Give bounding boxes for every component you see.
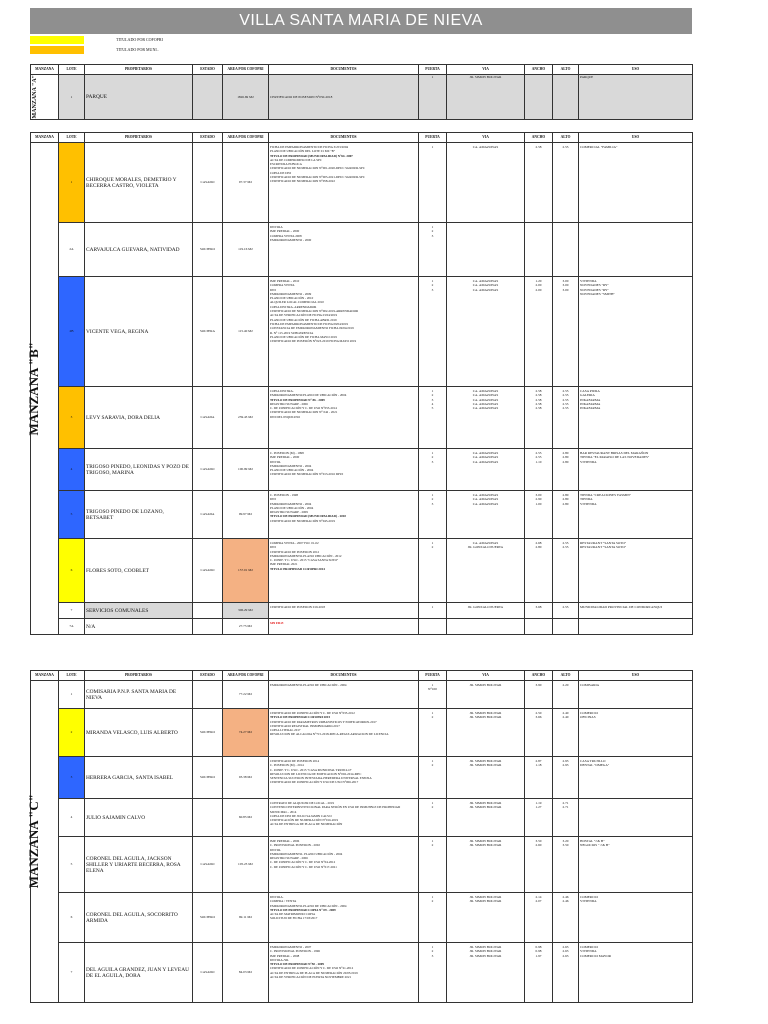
estado-cell xyxy=(193,603,223,619)
uso-cell: COMERCIAL "FAMILIA" xyxy=(579,143,693,223)
docs-cell: COMPRA VENTA - 2007 FOJ. 01-02 DNI CERTIFICADO DE POSESION 2012 EMPADRONAMIENTO-PLANO UBICACIÓN - 2012 C. ZONIF. Y C. USO - 2015 "CASA SANTA SOTO" IMP. PREDIAL 2021 TITULO PROPIEDAD COFOPRI 2014 xyxy=(269,539,419,603)
docs-cell: IMP. PREDIAL - 2010 COMPRA VENTA DNI EMPADRONAMIENTO - 2009 PLANO DE UBICACIÓN - 2010 ALQUILER LOCAL COMERCIAL 2010 COPIA DNI SRA. ARRENDADOR CERTIFICADO DE NUMERACION N°002-2019-ARRENDADOR ACTA DE VERIFICACIÓN DE FICHA 23/04/2019 PLANO DE UBICACIÓN DE FICHA ABRIL 2019 FICHA DE EMPADRONAMIENTO DE FICHA 09/04/2019 CONSTANCIA DE EMPADRONAMIENTO FICHA 09/04/2019 R. N° 115-2019 SUBGERENCIA PLANO DE UBICACIÓN DE FICHA MAYO 2019 CERTIFICADO DE POSESIÓN N°023-2019 FICHA MAYO 2019 xyxy=(269,277,419,387)
via-cell: CA. AMAZONAS CA. AMAZONAS CA. AMAZONAS CA. AMAZONAS CA. AMAZONAS xyxy=(447,387,525,449)
owner-cell: COMISARIA P.N.P. SANTA MARIA DE NIEVA xyxy=(85,681,193,709)
lote-cell: 1 xyxy=(59,75,85,120)
area-cell: 77.22 M2 xyxy=(223,681,269,709)
docs-cell: C. POSESION - 1998 DNI EMPADRONAMIENTO - 2004 PLANO DE UBICACIÓN - 2004 REGISTRO SUNARP - 2009 TITULO DE PROPIEDAD (MUNICIPALIDAD) - 2010 CERTIFICADO DE NUMERACIÓN N°045-2019 xyxy=(269,491,419,539)
area-cell: 100.99 M2 xyxy=(223,449,269,491)
lote-cell: 5 xyxy=(59,491,85,539)
column-header: PROPIETARIOS xyxy=(85,133,193,143)
via-cell: JR. GONZALO PUERTA xyxy=(447,603,525,619)
column-header: AREA POR COFOPRI xyxy=(223,671,269,681)
alto-cell: 2.20 xyxy=(553,681,579,709)
uso-cell: COMERCIO VIVIENDA COMERCIO MAYOR xyxy=(579,943,693,1003)
column-header: VIA xyxy=(447,133,525,143)
table-row xyxy=(31,143,693,223)
legend-swatch-cofopri xyxy=(30,36,84,44)
ancho-cell: 1.19 1.27 xyxy=(525,799,553,837)
ancho-cell: 2.58 2.58 2.58 2.58 2.58 xyxy=(525,387,553,449)
column-header: MANZANA xyxy=(31,133,59,143)
via-cell: JR. SIMON BOLIVAR JR. SIMON BOLIVAR xyxy=(447,799,525,837)
ancho-cell: 2.50 3.66 xyxy=(525,709,553,757)
column-header: USO xyxy=(579,65,693,75)
column-header: MANZANA xyxy=(31,671,59,681)
owner-cell: CORONEL DEL AGUILA, JACKSON SHILLER Y URIARTE BECERRA, ROSA ELENA xyxy=(85,837,193,893)
manzana-label: MANZANA "C" xyxy=(31,681,59,1003)
alto-cell: 2.80 2.80 2.80 xyxy=(553,491,579,539)
column-header: ANCHO xyxy=(525,671,553,681)
column-header: ANCHO xyxy=(525,65,553,75)
docs-cell: CERTIFICADO DE ZONIFICACIÓN Y C. DE USO N°035-2012 TITULO DE PROPIEDAD COFOPRI 2015 CERTIFICADO DE PARAMETROS URBANISTICOS Y EDIFICATORIOS-2017 CERTIFICADO REGISTRAL INMOBILIARIO-2017 COPIA LITERAL 2017 RESOLUCION DE ALCALDIA N°715-2018-MPCA-REGULARIZACION DE LICENCIA xyxy=(269,709,419,757)
uso-cell: COMISARIA xyxy=(579,681,693,709)
puerta-cell: 1 2 xyxy=(419,837,447,893)
column-header: AREA POR COFOPRI xyxy=(223,133,269,143)
uso-cell: TIENDA "CREACIONES YASMIN" TIENDA VIVIENDA xyxy=(579,491,693,539)
lote-cell: 6 xyxy=(59,539,85,603)
legend-label-cofopri: TITULADO POR COFOPRI xyxy=(116,37,163,42)
owner-cell: VICENTE VEGA, REGINA xyxy=(85,277,193,387)
estado-cell xyxy=(193,619,223,635)
column-header: PROPIETARIOS xyxy=(85,65,193,75)
area-cell: 69.11 M2 xyxy=(223,893,269,943)
lote-cell: 2 xyxy=(59,709,85,757)
table-row xyxy=(31,943,693,1003)
table-row xyxy=(31,709,693,757)
column-header: USO xyxy=(579,671,693,681)
area-cell: 115.40 M2 xyxy=(223,277,269,387)
area-cell: 93.38 M2 xyxy=(223,757,269,799)
puerta-cell: 1 xyxy=(419,75,447,120)
column-header: ALTO xyxy=(553,65,579,75)
ancho-cell: 1.20 2.00 2.00 xyxy=(525,277,553,387)
table-row xyxy=(31,223,693,277)
owner-cell: HERRERA GARCIA, SANTA ISABEL xyxy=(85,757,193,799)
header-row xyxy=(31,671,693,681)
table-row xyxy=(31,277,693,387)
column-header: PUERTA xyxy=(419,133,447,143)
alto-cell: 2.40 2.40 xyxy=(553,709,579,757)
estado-cell: CASADA xyxy=(193,491,223,539)
lote-cell: 1 xyxy=(59,681,85,709)
area-cell: 60.85 M2 xyxy=(223,799,269,837)
via-cell: CA. AMAZONAS xyxy=(447,143,525,223)
puerta-cell: 1 2 3 4 5 xyxy=(419,387,447,449)
docs-cell: COPIA DNI SRA. EMPADRONAMIENTO/PLANO DE UBICACIÓN - 2004 TITULO DE PROPIEDAD N° 86 - 2009 REGISTRO SUNARP - 2006 C. DE ZONIFICACIÓN Y C. DE USO N°053-2014 CERTIFICADO DE NUMERACION N° 042 - 2021 DNI DEL INQUILINO xyxy=(269,387,419,449)
table-manzana-c xyxy=(26,670,693,1003)
lote-cell: 3 xyxy=(59,757,85,799)
alto-cell xyxy=(553,619,579,635)
uso-cell: COMERCIO VIVIENDA xyxy=(579,893,693,943)
manzana-label: MANZANA "A" xyxy=(31,75,59,120)
column-header: MANZANA xyxy=(31,65,59,75)
docs-cell: DNI SRA IMP. PREDIAL - 2000 COMPRA VENTA 2008 EMPADRONAMIENTO - 2000 xyxy=(269,223,419,277)
alto-cell: 2.46 2.46 xyxy=(553,893,579,943)
estado-cell xyxy=(193,75,223,120)
puerta-cell: 1 2 xyxy=(419,799,447,837)
lote-cell: 2B xyxy=(59,277,85,387)
docs-cell: CERTIFICADO DE POSESION 2014 C. POSESION (M) - 2014 C. ZONIF. Y C. USO - 2015 "CASA MUNICIPAL TRUJILLO" RESOLUCION DE LICENCIA DE EDIFICACION N°002-2014-MPC SENTENCIA SUCESION INTESTADA-HEREDERA UNIVERSAL ESPOSA CERTIFICADO DE ZONIFICACIÓN Y USO DE USO N°006-2017 xyxy=(269,757,419,799)
docs-cell: CERTIFICADO DE POSESION N°050-2018 xyxy=(269,75,419,120)
puerta-cell: 1 N°100 xyxy=(419,681,447,709)
lote-cell: 3 xyxy=(59,387,85,449)
uso-cell: VIVIENDA NOVEDADES "RY" NOVEDADES "RY" NOVEDADES "SMITH" xyxy=(579,277,693,387)
column-header: PROPIETARIOS xyxy=(85,671,193,681)
owner-cell: TRIGOSO PINEDO DE LOZANO, BETSABET xyxy=(85,491,193,539)
area-cell: 74.27 M2 xyxy=(223,709,269,757)
owner-cell: DEL AGUILA GRANDEZ, JUAN Y LEVEAU DE EL AGUILA, DORA xyxy=(85,943,193,1003)
docs-cell: CERTIFICADO DE POSESION 019-2018 xyxy=(269,603,419,619)
table-row xyxy=(31,681,693,709)
docs-cell: EMPADRONAMIENTO - 2007 C. PROVISIONAL POSESION - 1996 IMP. PREDIAL - 2008 DNI SRA./SR. TITULO DE PROPIEDAD N°50 - 2009 CERTIFICADO DE ZONIFICACIÓN Y C. DE USO N°21-2012 ACTA DE ENTREGA DE PLACA DE NUMERACIÓN 20/05/2019 ACTA DE VERIFICACIÓN DE PUERTA NOVIEMBRE 2021 xyxy=(269,943,419,1003)
owner-cell: FLORES SOTO, COOBLET xyxy=(85,539,193,603)
uso-cell: CASA TRUJILLO DENTAL "OMEGA" xyxy=(579,757,693,799)
estado-cell xyxy=(193,681,223,709)
column-header: ESTADO xyxy=(193,65,223,75)
puerta-cell: 1 2 3 xyxy=(419,491,447,539)
puerta-cell: 1 2 3 xyxy=(419,223,447,277)
column-header: ANCHO xyxy=(525,133,553,143)
estado-cell: CASADO xyxy=(193,449,223,491)
estado-cell: SOLTERO xyxy=(193,757,223,799)
ancho-cell xyxy=(525,75,553,120)
lote-cell: 6 xyxy=(59,893,85,943)
alto-cell xyxy=(553,75,579,120)
alto-cell: 3.00 3.00 3.00 xyxy=(553,277,579,387)
estado-cell xyxy=(193,799,223,837)
uso-cell: COMERCIO OFICINAS xyxy=(579,709,693,757)
table-row xyxy=(31,75,693,120)
lote-cell: 5 xyxy=(59,837,85,893)
estado-cell: CASADO xyxy=(193,143,223,223)
uso-cell: MUNICIPALIDAD PROVINCIAL DE CONDORCANQUI xyxy=(579,603,693,619)
alto-cell: 2.80 2.80 2.80 xyxy=(553,449,579,491)
lote-cell: 7 xyxy=(59,943,85,1003)
column-header: ALTO xyxy=(553,671,579,681)
via-cell: JR. SIMON BOLIVAR JR. SIMON BOLIVAR xyxy=(447,709,525,757)
uso-cell: CASA PIURA GALERIA INKAFARMA INKAFARMA INKAFARMA xyxy=(579,387,693,449)
lote-cell: 7 xyxy=(59,603,85,619)
owner-cell: CHIROQUE MORALES, DEMETRIO Y BECERRA CASTRO, VIOLETA xyxy=(85,143,193,223)
column-header: DOCUMENTOS xyxy=(269,133,419,143)
area-cell: 27.75 M2 xyxy=(223,619,269,635)
alto-cell xyxy=(553,223,579,277)
docs-cell: CONTRATO DE ALQUILER DE LOCAL - 2019 CONVENIO INTERINSTITUCIONAL PARA SESIÓN EN USO DE INMUEBLE DE PROPIEDAD MUNICIPAL - 2014 COPIA DE DNI DE JULIO SAJAMIN CALVO CERTIFICACIÓN DE NUMERACIÓN N°016-2019 ACTA DE ENTREGA DE PLACA DE NUMERACIÓN xyxy=(269,799,419,837)
docs-cell: FICHA DE EMPADRONAMIENTO DE FICHA 31/03/2004 PLANO DE UBICACIÓN DEL LOTE 01 MZ "B" TITULO DE PROPIEDAD (MUNICIPALIDAD) N°64- 2007 ACTA DE COMPROMISO DE LA SPC ESCRITURA PUBLICA CERTIFICADO DE NUMERACION N°001-2020-DPUC SGRDUR-SPC COPIA DE DNI CERTIFICADO DE NUMERACION N°005-2021-DPUC SGRDUR-SPC CERTIFICADO DE NUMERACION N°058-2022 xyxy=(269,143,419,223)
owner-cell: PARQUE xyxy=(85,75,193,120)
area-cell: 99.97 M2 xyxy=(223,491,269,539)
column-header: ESTADO xyxy=(193,671,223,681)
estado-cell: CASADO xyxy=(193,539,223,603)
puerta-cell: 1 2 3 xyxy=(419,277,447,387)
owner-cell: CORONEL DEL AGUILA, SOCORRITO ARMIDA xyxy=(85,893,193,943)
column-header: AREA POR COFOPRI xyxy=(223,65,269,75)
table-row xyxy=(31,893,693,943)
via-cell xyxy=(447,619,525,635)
ancho-cell: 2.68 2.80 xyxy=(525,539,553,603)
docs-cell: EMPADRONAMIENTO-PLANO DE UBICACIÓN - 2004 xyxy=(269,681,419,709)
column-header: DOCUMENTOS xyxy=(269,671,419,681)
alto-cell: 2.93 2.93 xyxy=(553,757,579,799)
manzana-label: MANZANA "B" xyxy=(31,143,59,635)
docs-cell: DNI SRA. COMPRA / VENTA EMPADRONAMIENTO-PLANO DE UBICACIÓN - 2004 TITULO DE PROPIEDAD COPIA N° 09 - 2009 ACTA DE MATRIMONIO COPIA SOLICITUD DE FICHA 17/03/2017 xyxy=(269,893,419,943)
table-manzana-b xyxy=(26,132,693,635)
via-cell: JR. SIMON BOLIVAR JR. SIMON BOLIVAR xyxy=(447,757,525,799)
table-row xyxy=(31,837,693,893)
table-row xyxy=(31,387,693,449)
estado-cell: SOLTERO xyxy=(193,893,223,943)
column-header: VIA xyxy=(447,671,525,681)
estado-cell: SOLTERO xyxy=(193,709,223,757)
uso-cell xyxy=(579,799,693,837)
puerta-cell: 1 2 3 xyxy=(419,943,447,1003)
uso-cell xyxy=(579,223,693,277)
area-cell: 84.03 M2 xyxy=(223,943,269,1003)
uso-cell: BAR RESTAURANT BRISAS DEL MARAÑON TIENDA "EL PARAISO DE LAS NOVEDADES" VIVIENDA xyxy=(579,449,693,491)
table-row xyxy=(31,491,693,539)
alto-cell: 2.55 2.55 xyxy=(553,539,579,603)
legend-swatch-muni xyxy=(30,46,84,54)
area-cell: 97.37 M2 xyxy=(223,143,269,223)
owner-cell: SERVICIOS COMUNALES xyxy=(85,603,193,619)
puerta-cell xyxy=(419,619,447,635)
estado-cell: SOLTERA xyxy=(193,277,223,387)
area-cell: 119.16 M2 xyxy=(223,223,269,277)
lote-cell: 1 xyxy=(59,143,85,223)
alto-cell: 2.55 xyxy=(553,603,579,619)
via-cell: JR. SIMON BOLIVAR JR. SIMON BOLIVAR xyxy=(447,837,525,893)
docs-cell: C. POSESION (M) - 1998 IMP. PREDIAL - 2000 DNI SR. EMPADRONAMIENTO - 2004 PLANO DE UBICACIÓN - 2004 CERTIFICADO DE NUMERACIÓN N°013-2016 DPUI xyxy=(269,449,419,491)
puerta-cell: 1 xyxy=(419,603,447,619)
via-cell: JR. SIMON BOLIVAR JR. SIMON BOLIVAR JR. SIMON BOLIVAR xyxy=(447,943,525,1003)
ancho-cell: 0.98 0.98 1.97 xyxy=(525,943,553,1003)
column-header: PUERTA xyxy=(419,671,447,681)
column-header: VIA xyxy=(447,65,525,75)
via-cell: JR. SIMON BOLIVAR xyxy=(447,75,525,120)
owner-cell: CARVAJULCA GUEVARA, NATIVIDAD xyxy=(85,223,193,277)
column-header: ALTO xyxy=(553,133,579,143)
header-row xyxy=(31,65,693,75)
table-row xyxy=(31,603,693,619)
column-header: LOTE xyxy=(59,65,85,75)
column-header: LOTE xyxy=(59,133,85,143)
lote-cell: 4 xyxy=(59,449,85,491)
ancho-cell: 2.55 2.55 1.10 xyxy=(525,449,553,491)
puerta-cell: 1 xyxy=(419,143,447,223)
ancho-cell: 3.90 xyxy=(525,681,553,709)
page-title: VILLA SANTA MARIA DE NIEVA xyxy=(30,8,692,34)
alto-cell: 3.20 3.50 xyxy=(553,837,579,893)
alto-cell: 2.55 2.55 2.55 2.55 2.55 xyxy=(553,387,579,449)
alto-cell: 2.55 xyxy=(553,143,579,223)
uso-cell xyxy=(579,619,693,635)
alto-cell: 2.63 2.63 2.63 xyxy=(553,943,579,1003)
owner-cell: N/A xyxy=(85,619,193,635)
via-cell: JR. SIMON BOLIVAR JR. SIMON BOLIVAR xyxy=(447,893,525,943)
lote-cell: 7A xyxy=(59,619,85,635)
ancho-cell: 3.00 2.90 1.00 xyxy=(525,491,553,539)
table-row xyxy=(31,757,693,799)
via-cell: CA. AMAZONAS JR. GONZALO PUERTA xyxy=(447,539,525,603)
column-header: DOCUMENTOS xyxy=(269,65,419,75)
owner-cell: TRIGOSO PINEDO, LEONIDAS Y POZO DE TRIGOSO, MARINA xyxy=(85,449,193,491)
docs-cell: SIN FILE xyxy=(269,619,419,635)
estado-cell: CASADA xyxy=(193,387,223,449)
uso-cell: RESTAURANT "SANTA SOTO" RESTAURANT "SANTA SOTO" xyxy=(579,539,693,603)
table-row xyxy=(31,619,693,635)
lote-cell: 2A xyxy=(59,223,85,277)
owner-cell: JULIO SAJAMIN CALVO xyxy=(85,799,193,837)
via-cell xyxy=(447,223,525,277)
table-row xyxy=(31,449,693,491)
area-cell: 306.29 M2 xyxy=(223,603,269,619)
estado-cell: CASADO xyxy=(193,837,223,893)
legend-label-muni: TITULADO POR MUNI.. xyxy=(116,47,159,52)
column-header: USO xyxy=(579,133,693,143)
header-row xyxy=(31,133,693,143)
ancho-cell: 2.58 xyxy=(525,143,553,223)
lote-cell: 4 xyxy=(59,799,85,837)
via-cell: JR. SIMON BOLIVAR xyxy=(447,681,525,709)
column-header: PUERTA xyxy=(419,65,447,75)
owner-cell: LEVY SARAVIA, DORA DELIA xyxy=(85,387,193,449)
table-manzana-a xyxy=(30,64,693,120)
ancho-cell xyxy=(525,223,553,277)
alto-cell: 2.71 2.71 xyxy=(553,799,579,837)
ancho-cell: 3.50 2.60 xyxy=(525,837,553,893)
uso-cell: HOSTAL "J & B" NEGOCIOS " J & B" xyxy=(579,837,693,893)
area-cell: 239.43 M2 xyxy=(223,387,269,449)
uso-cell: PARQUE xyxy=(579,75,693,120)
puerta-cell: 1 2 xyxy=(419,893,447,943)
ancho-cell: 2.87 1.18 xyxy=(525,757,553,799)
column-header: LOTE xyxy=(59,671,85,681)
area-cell: 157.01 M2 xyxy=(223,539,269,603)
estado-cell: CASADO xyxy=(193,943,223,1003)
table-row xyxy=(31,539,693,603)
area-cell: 105.23 M2 xyxy=(223,837,269,893)
column-header: ESTADO xyxy=(193,133,223,143)
puerta-cell: 1 2 3 xyxy=(419,449,447,491)
via-cell: CA. AMAZONAS CA. AMAZONAS CA. AMAZONAS xyxy=(447,491,525,539)
via-cell: CA. AMAZONAS CA. AMAZONAS CA. AMAZONAS xyxy=(447,449,525,491)
puerta-cell: 1 2 xyxy=(419,709,447,757)
puerta-cell: 1 2 xyxy=(419,757,447,799)
via-cell: CA. AMAZONAS CA. AMAZONAS CA. AMAZONAS xyxy=(447,277,525,387)
table-row xyxy=(31,799,693,837)
ancho-cell: 2.14 2.07 xyxy=(525,893,553,943)
ancho-cell: 3.68 xyxy=(525,603,553,619)
owner-cell: MIRANDA VELASCO, LUIS ALBERTO xyxy=(85,709,193,757)
estado-cell: SOLTERO xyxy=(193,223,223,277)
docs-cell: IMP. PREDIAL - 2006 C. PROVISIONAL POSESION - 2002 DNI SR. EMPADRONAMIENTO- PLANO UBICACIÓN - 2004 REGISTRO SUNARP - 2006 C. DE ZONIFICACIÓN Y C. DE USO N°04-2012 C. DE ZONIFICACIÓN Y C. DE USO N°017-2021 xyxy=(269,837,419,893)
ancho-cell xyxy=(525,619,553,635)
area-cell: 1826.69 M2 xyxy=(223,75,269,120)
puerta-cell: 1 2 xyxy=(419,539,447,603)
